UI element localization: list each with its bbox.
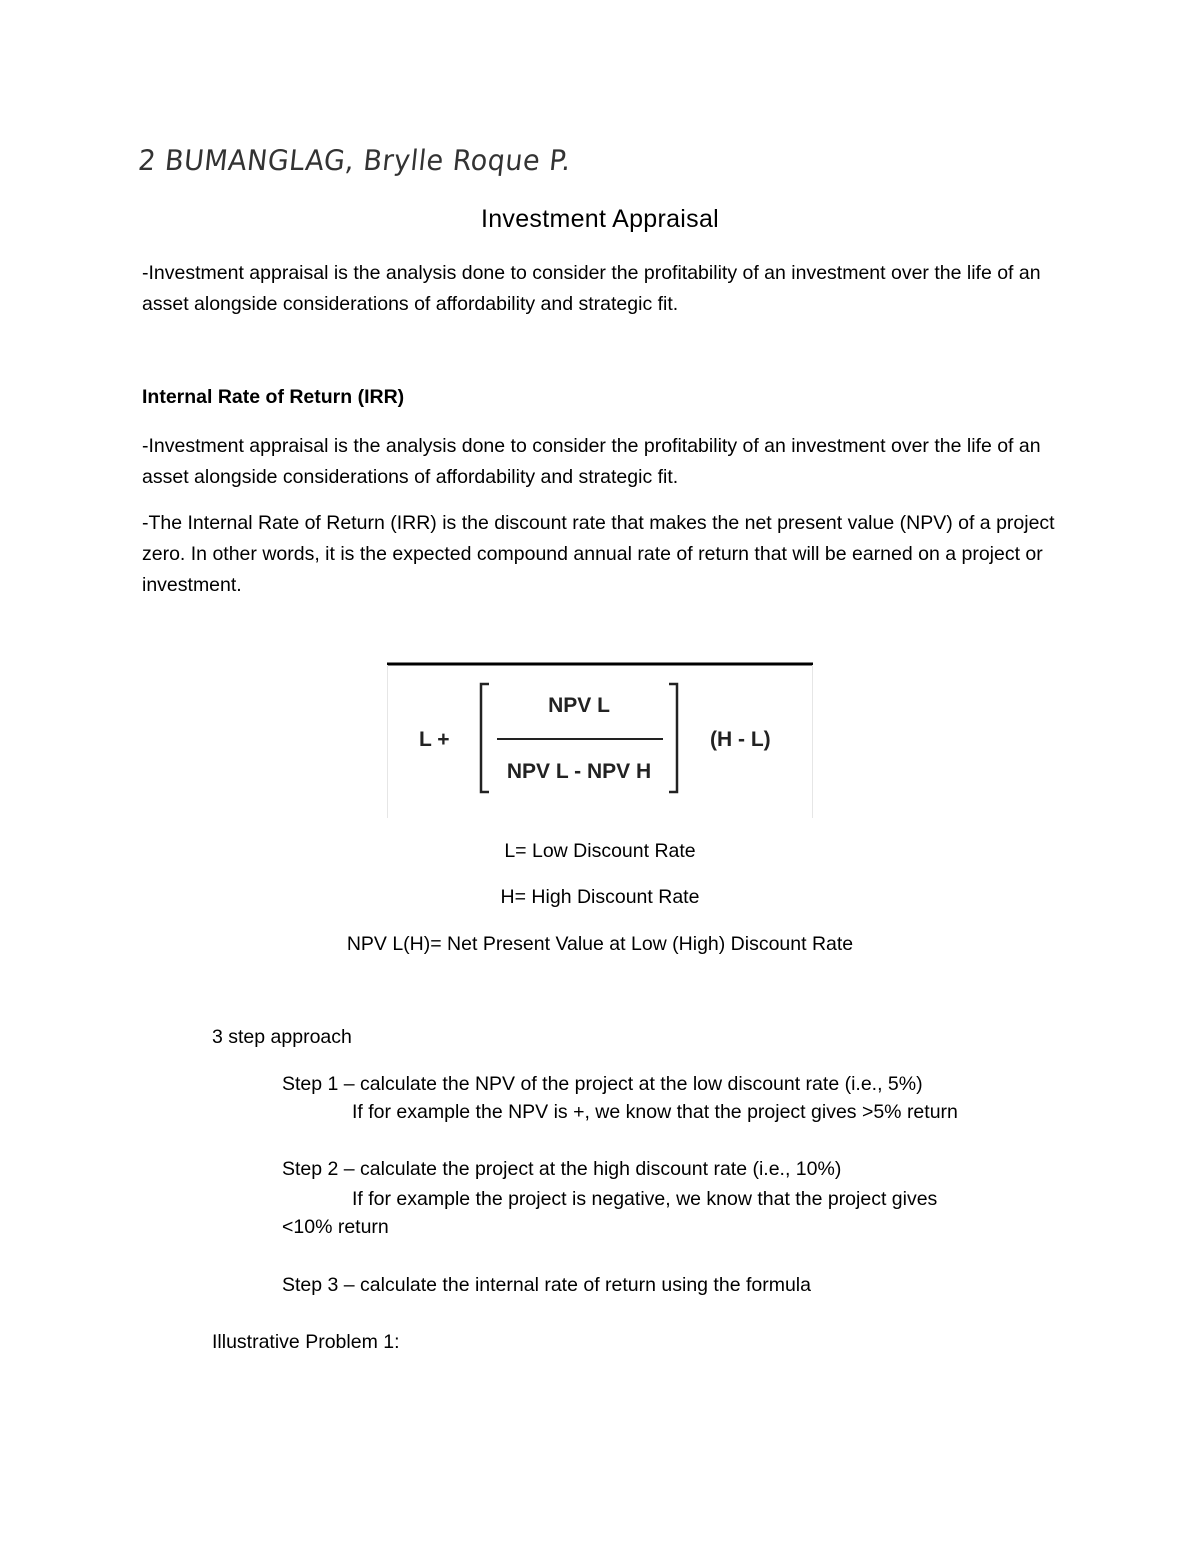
irr-paragraph-1: -Investment appraisal is the analysis done to consider the profitability of an investment over the life of an asset alongside considerations of affordability and strategic fit. — [142, 435, 1041, 488]
formula-left-bracket — [481, 684, 489, 792]
irr-formula-image — [387, 662, 813, 818]
step-1: Step 1 – calculate the NPV of the project at the low discount rate (i.e., 5%) — [282, 1073, 923, 1095]
legend-npv: NPV L(H)= Net Present Value at Low (High) Discount Rate — [346, 933, 854, 955]
step-3: Step 3 – calculate the internal rate of return using the formula — [282, 1274, 811, 1296]
formula-right-term: (H - L) — [710, 728, 771, 751]
step-2-note-cont: <10% return — [282, 1216, 389, 1238]
step-2-note: If for example the project is negative, we know that the project gives — [352, 1188, 938, 1210]
handwritten-name: 2 BUMANGLAG, Brylle Roque P. — [136, 145, 573, 178]
legend-low-rate: L= Low Discount Rate — [504, 840, 696, 862]
step-1-note: If for example the NPV is +, we know that the project gives >5% return — [352, 1101, 958, 1123]
legend-high-rate: H= High Discount Rate — [500, 886, 700, 908]
formula-right-bracket — [669, 684, 677, 792]
formula-numerator: NPV L — [548, 694, 610, 717]
formula-denominator: NPV L - NPV H — [506, 760, 652, 783]
intro-paragraph: -Investment appraisal is the analysis done to consider the profitability of an investment over the life of an asset alongside considerations of affordability and strategic fit. — [142, 262, 1041, 315]
formula-left-term: L + — [419, 728, 450, 751]
formula-svg — [387, 662, 813, 818]
step-2: Step 2 – calculate the project at the high discount rate (i.e., 10%) — [282, 1158, 842, 1180]
irr-heading: Internal Rate of Return (IRR) — [142, 386, 405, 408]
page-title: Investment Appraisal — [480, 205, 720, 233]
approach-heading: 3 step approach — [212, 1026, 352, 1048]
illustrative-problem-heading: Illustrative Problem 1: — [212, 1331, 400, 1353]
irr-paragraph-2: -The Internal Rate of Return (IRR) is the discount rate that makes the net present value (NPV) of a project zero. In other words, it is the expected compound annual rate of return that will be earned on a project or investment. — [142, 512, 1055, 596]
